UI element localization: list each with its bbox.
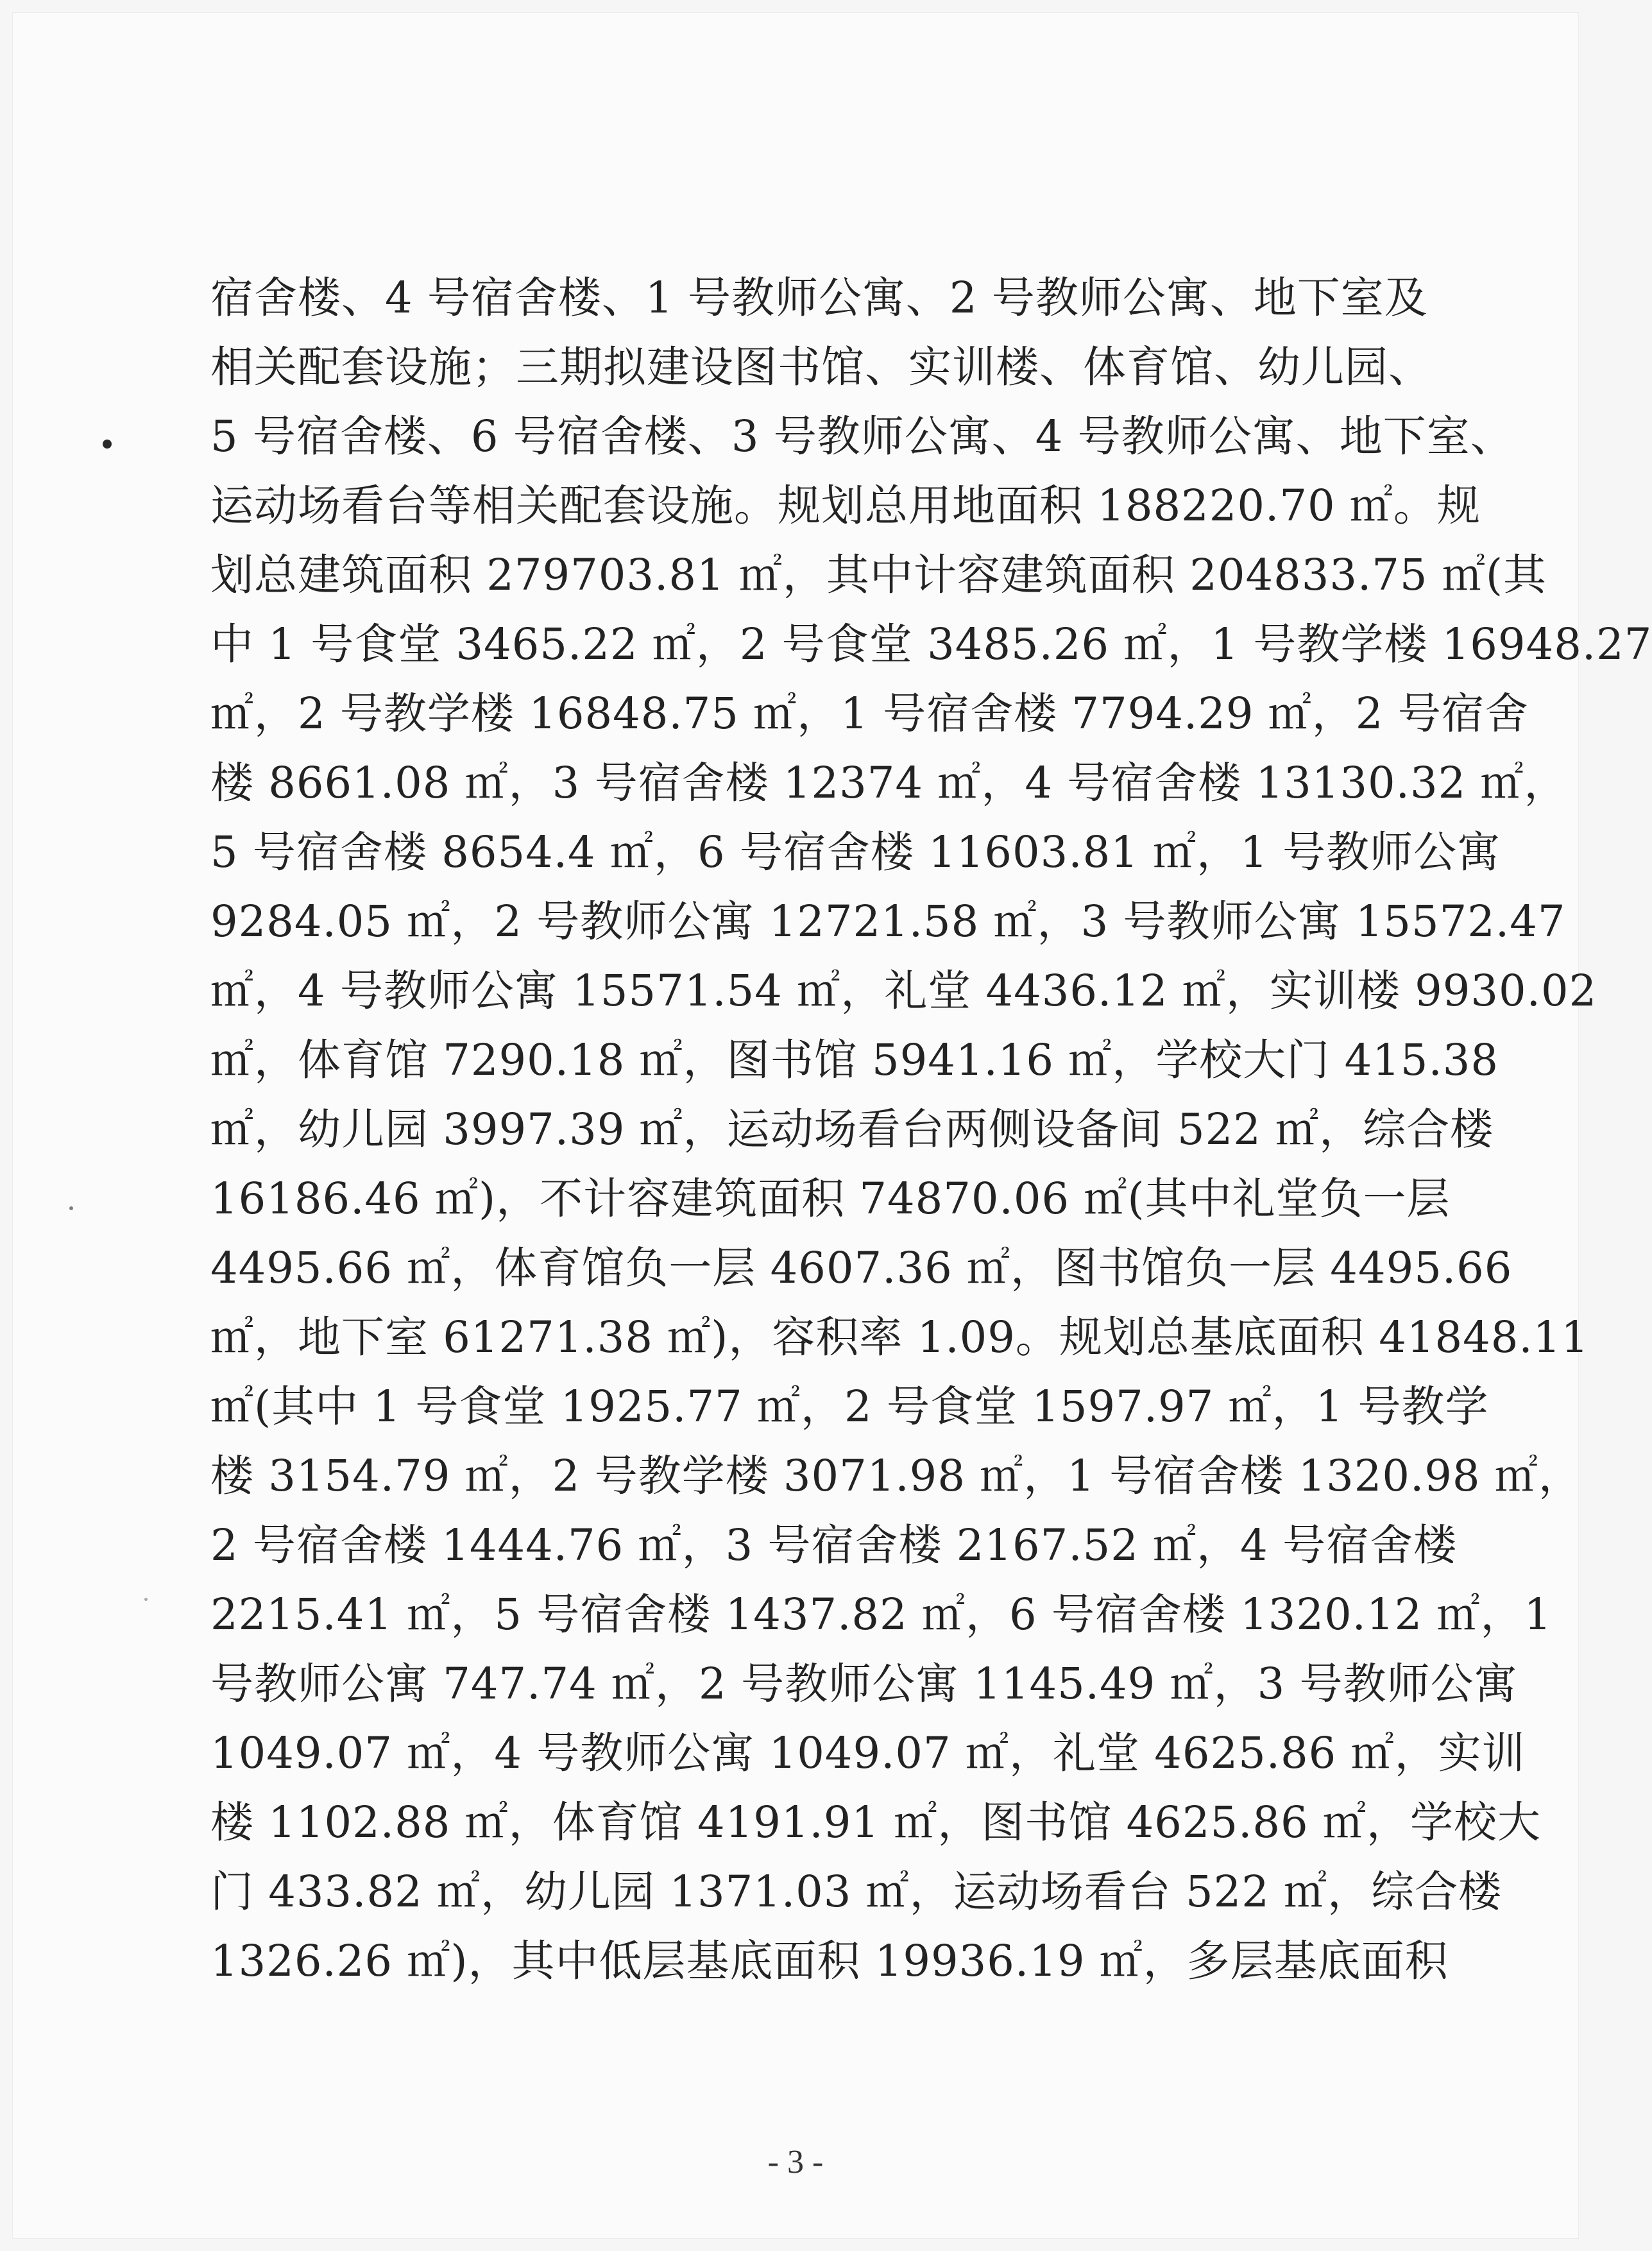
body-paragraph [210,263,1652,1996]
text-line: 2215.41 ㎡，5 号宿舍楼 1437.82 ㎡，6 号宿舍楼 1320.12 ㎡，1 [210,1589,1553,1639]
text-line: 5 号宿舍楼 8654.4 ㎡，6 号宿舍楼 11603.81 ㎡，1 号教师公寓 [210,827,1501,877]
text-line: 16186.46 ㎡)，不计容建筑面积 74870.06 ㎡(其中礼堂负一层 [210,1174,1451,1224]
text-line: 号教师公寓 747.74 ㎡，2 号教师公寓 1145.49 ㎡，3 号教师公寓 [210,1659,1518,1709]
text-line: 楼 1102.88 ㎡，体育馆 4191.91 ㎡，图书馆 4625.86 ㎡，学校大 [210,1797,1541,1847]
text-line: ㎡，4 号教师公寓 15571.54 ㎡，礼堂 4436.12 ㎡，实训楼 9930.02 [210,966,1597,1016]
text-line: 5 号宿舍楼、6 号宿舍楼、3 号教师公寓、4 号教师公寓、地下室、 [210,411,1514,461]
document-page [13,13,1652,2238]
text-line: ㎡，2 号教学楼 16848.75 ㎡，1 号宿舍楼 7794.29 ㎡，2 号宿舍 [210,689,1529,739]
scan-speck [103,440,112,449]
page-number: - 3 - [767,2144,824,2180]
text-line: ㎡，幼儿园 3997.39 ㎡，运动场看台两侧设备间 522 ㎡，综合楼 [210,1104,1494,1154]
text-line: ㎡，体育馆 7290.18 ㎡，图书馆 5941.16 ㎡，学校大门 415.38 [210,1035,1499,1085]
text-line: 门 433.82 ㎡，幼儿园 1371.03 ㎡，运动场看台 522 ㎡，综合楼 [210,1867,1503,1917]
scan-speck [144,1598,148,1601]
text-line: 相关配套设施；三期拟建设图书馆、实训楼、体育馆、幼儿园、 [210,342,1432,392]
text-line: 划总建筑面积 279703.81 ㎡，其中计容建筑面积 204833.75 ㎡(其 [210,550,1547,600]
text-line: 1049.07 ㎡，4 号教师公寓 1049.07 ㎡，礼堂 4625.86 ㎡，实训 [210,1728,1526,1778]
text-line: ㎡(其中 1 号食堂 1925.77 ㎡，2 号食堂 1597.97 ㎡，1 号教学 [210,1382,1489,1432]
text-line: 楼 8661.08 ㎡，3 号宿舍楼 12374 ㎡，4 号宿舍楼 13130.32 ㎡， [210,758,1568,808]
text-line: 1326.26 ㎡)，其中低层基底面积 19936.19 ㎡，多层基底面积 [210,1936,1449,1986]
text-line: 2 号宿舍楼 1444.76 ㎡，3 号宿舍楼 2167.52 ㎡，4 号宿舍楼 [210,1520,1458,1570]
text-line: 楼 3154.79 ㎡，2 号教学楼 3071.98 ㎡，1 号宿舍楼 1320.98 ㎡， [210,1451,1582,1501]
text-line: ㎡，地下室 61271.38 ㎡)，容积率 1.09。规划总基底面积 41848.11 [210,1312,1589,1362]
text-line: 运动场看台等相关配套设施。规划总用地面积 188220.70 ㎡。规 [210,481,1481,531]
text-line: 4495.66 ㎡，体育馆负一层 4607.36 ㎡，图书馆负一层 4495.66 [210,1243,1513,1293]
scan-speck [69,1206,73,1210]
text-line: 中 1 号食堂 3465.22 ㎡，2 号食堂 3485.26 ㎡，1 号教学楼 16948.27 [210,619,1652,669]
text-line: 9284.05 ㎡，2 号教师公寓 12721.58 ㎡，3 号教师公寓 15572.47 [210,896,1566,946]
text-line: 宿舍楼、4 号宿舍楼、1 号教师公寓、2 号教师公寓、地下室及 [210,273,1428,323]
